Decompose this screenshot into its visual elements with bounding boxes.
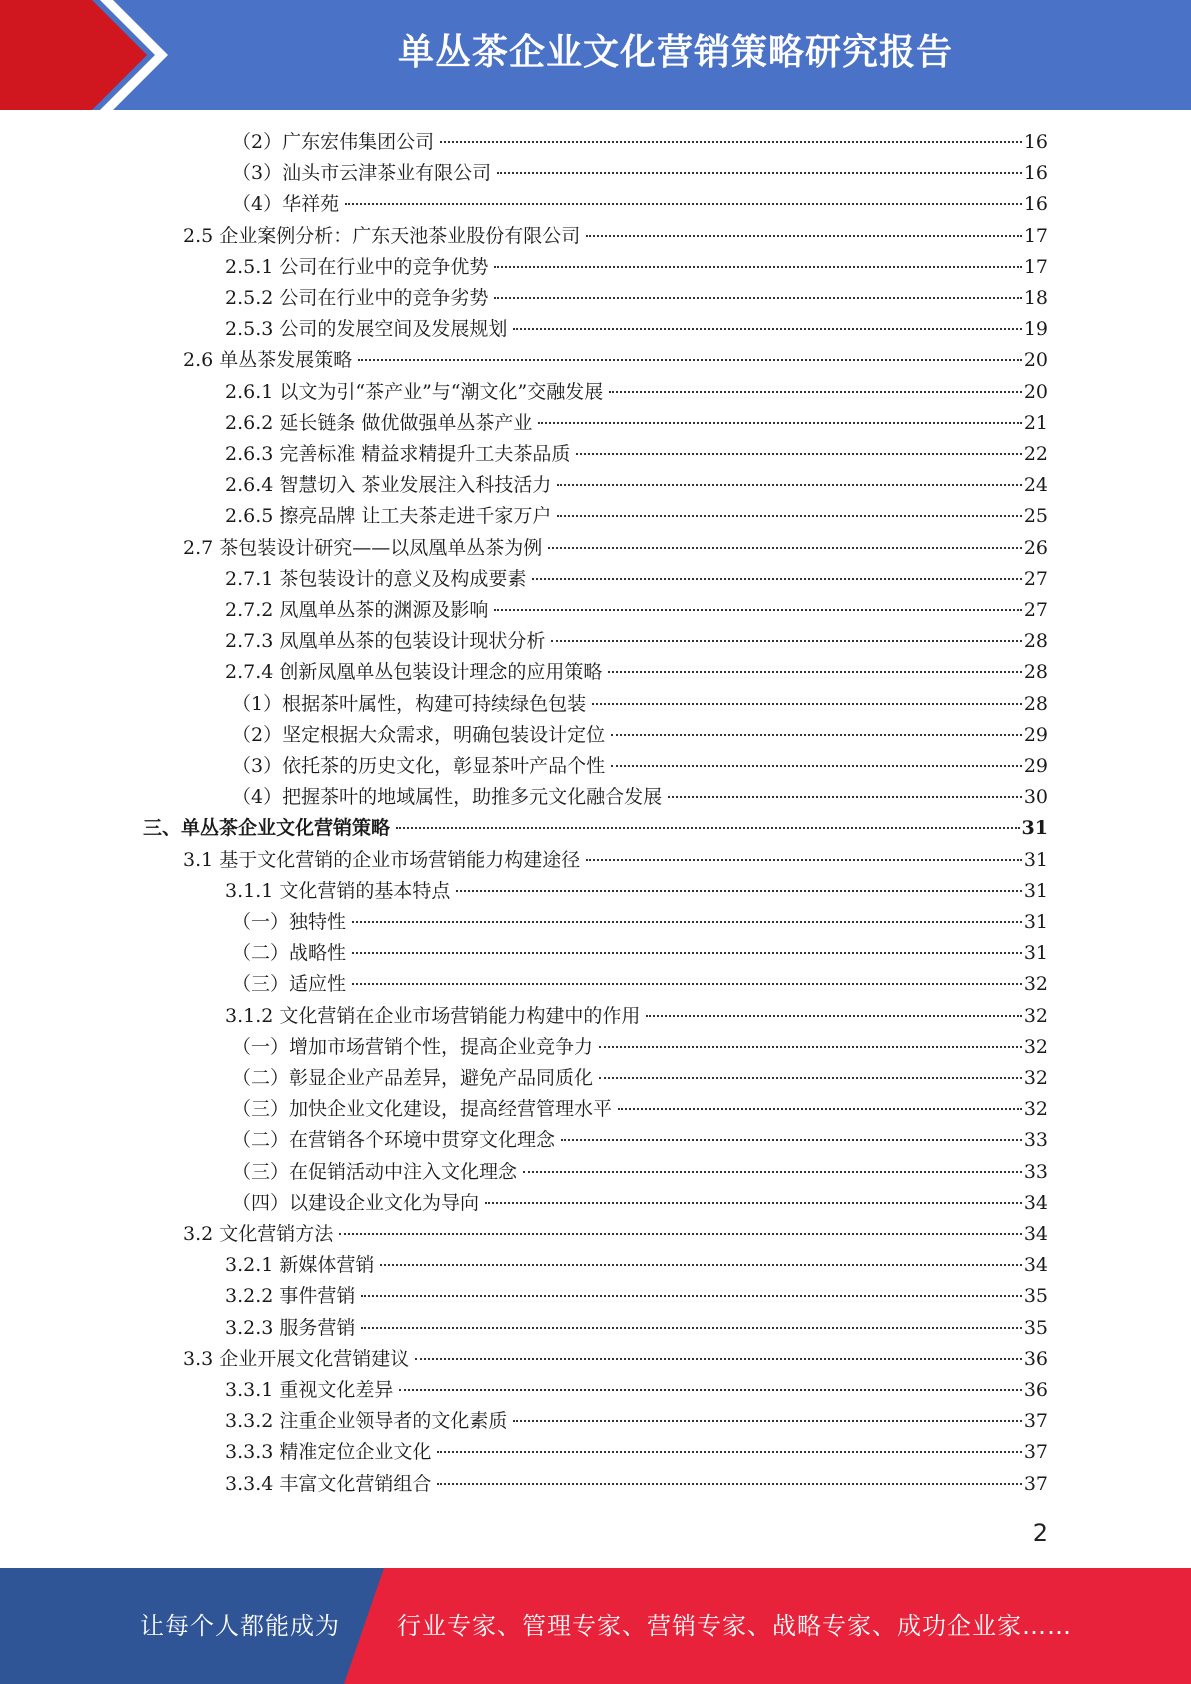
toc-entry-page: 37	[1023, 1410, 1048, 1433]
toc-entry-page: 34	[1023, 1191, 1048, 1214]
toc-entry-label: （三）在促销活动中注入文化理念	[232, 1160, 518, 1183]
toc-entry-page: 36	[1023, 1379, 1048, 1401]
toc-entry-label: 三、单丛茶企业文化营销策略	[143, 817, 391, 840]
toc-entry[interactable]	[232, 907, 1048, 937]
toc-dot-leader	[513, 328, 1021, 330]
toc-entry-label: 2.6.2 延长链条 做优做强单丛茶产业	[225, 411, 533, 434]
toc-entry-page: 17	[1023, 255, 1048, 278]
toc-entry-label: 3.3.1 重视文化差异	[225, 1379, 394, 1401]
toc-entry-page: 37	[1023, 1472, 1048, 1495]
toc-dot-leader	[586, 859, 1022, 861]
toc-entry-page: 27	[1023, 567, 1048, 590]
toc-entry-page: 29	[1023, 723, 1048, 746]
toc-dot-leader	[532, 578, 1021, 580]
toc-entry-label: 3.1 基于文化营销的企业市场营销能力构建途径	[183, 848, 581, 871]
toc-entry[interactable]	[232, 751, 1048, 781]
toc-entry-label: 2.5 企业案例分析：广东天池茶业股份有限公司	[183, 224, 581, 247]
toc-entry-page: 35	[1023, 1285, 1048, 1308]
toc-entry-label: （一）增加市场营销个性，提高企业竞争力	[232, 1035, 594, 1058]
toc-dot-leader	[437, 1451, 1021, 1453]
toc-entry-page: 20	[1023, 349, 1048, 372]
toc-entry-page: 25	[1023, 505, 1048, 528]
toc-dot-leader	[646, 1015, 1021, 1017]
toc-entry[interactable]	[225, 408, 1048, 438]
toc-entry-page: 37	[1023, 1441, 1048, 1464]
toc-entry[interactable]	[225, 1406, 1048, 1436]
toc-entry-label: 3.3 企业开展文化营销建议	[183, 1347, 410, 1370]
toc-dot-leader	[557, 515, 1021, 517]
toc-entry-label: 2.7.3 凤凰单丛茶的包装设计现状分析	[225, 630, 546, 653]
toc-entry-label: 2.6.3 完善标准 精益求精提升工夫茶品质	[225, 443, 571, 465]
toc-entry-label: 2.7.2 凤凰单丛茶的渊源及影响	[225, 599, 489, 621]
toc-entry[interactable]	[225, 501, 1048, 531]
toc-entry-page: 21	[1023, 411, 1048, 434]
toc-entry-label: 2.5.1 公司在行业中的竞争优势	[225, 255, 489, 278]
toc-entry[interactable]	[143, 813, 1048, 843]
toc-entry-label: 3.1.2 文化营销在企业市场营销能力构建中的作用	[225, 1004, 641, 1027]
toc-entry-page: 31	[1021, 817, 1048, 840]
toc-entry-label: （2）广东宏伟集团公司	[232, 131, 435, 153]
toc-entry[interactable]	[232, 127, 1048, 157]
toc-dot-leader	[561, 1139, 1022, 1141]
toc-dot-leader	[494, 266, 1021, 268]
toc-entry-label: 2.7.1 茶包装设计的意义及构成要素	[225, 567, 527, 590]
toc-dot-leader	[599, 1077, 1022, 1079]
toc-dot-leader	[586, 235, 1022, 237]
toc-dot-leader	[513, 1420, 1021, 1422]
toc-entry-page: 17	[1023, 224, 1048, 247]
toc-entry[interactable]	[225, 1281, 1048, 1311]
toc-entry-label: 2.6.4 智慧切入 茶业发展注入科技活力	[225, 474, 552, 497]
toc-dot-leader	[551, 640, 1021, 642]
toc-entry-page: 31	[1023, 848, 1048, 871]
toc-dot-leader	[608, 671, 1021, 673]
toc-dot-leader	[592, 703, 1022, 705]
toc-entry-label: 3.1.1 文化营销的基本特点	[225, 879, 451, 902]
toc-entry-label: 2.7.4 创新凤凰单丛包装设计理念的应用策略	[225, 661, 603, 684]
toc-entry-page: 16	[1023, 131, 1048, 153]
page-header	[0, 0, 1191, 110]
toc-dot-leader	[668, 796, 1022, 798]
toc-entry-page: 18	[1023, 287, 1048, 309]
toc-entry-page: 30	[1023, 786, 1048, 809]
toc-entry[interactable]	[232, 782, 1048, 812]
toc-entry-label: 3.2 文化营销方法	[183, 1223, 334, 1245]
toc-entry-label: （1）根据茶叶属性，构建可持续绿色包装	[232, 692, 587, 715]
toc-dot-leader	[576, 453, 1021, 455]
toc-entry[interactable]	[225, 377, 1048, 407]
toc-dot-leader	[599, 1046, 1022, 1048]
toc-entry-label: （三）适应性	[232, 973, 347, 996]
toc-entry-page: 32	[1023, 1098, 1048, 1121]
toc-entry-page: 33	[1023, 1160, 1048, 1183]
toc-dot-leader	[618, 1108, 1022, 1110]
toc-entry-label: 2.6.5 擦亮品牌 让工夫茶走进千家万户	[225, 505, 552, 528]
toc-dot-leader	[485, 1202, 1022, 1204]
toc-dot-leader	[456, 890, 1021, 892]
toc-entry[interactable]	[232, 1063, 1048, 1093]
footer-slogan-left: 让每个人都能成为	[140, 1612, 340, 1640]
toc-entry-page: 29	[1023, 755, 1048, 777]
toc-entry[interactable]	[225, 1313, 1048, 1343]
toc-entry[interactable]	[232, 1094, 1048, 1124]
toc-entry-label: （四）以建设企业文化为导向	[232, 1191, 480, 1214]
toc-entry-page: 31	[1023, 879, 1048, 902]
toc-dot-leader	[352, 921, 1022, 923]
toc-dot-leader	[440, 141, 1022, 143]
toc-entry-page: 19	[1023, 318, 1048, 341]
toc-entry[interactable]	[225, 1250, 1048, 1280]
toc-dot-leader	[352, 983, 1022, 985]
toc-entry-page: 32	[1023, 973, 1048, 996]
toc-dot-leader	[538, 422, 1021, 424]
footer-slogan-right: 行业专家、管理专家、营销专家、战略专家、成功企业家……	[397, 1612, 1072, 1640]
toc-dot-leader	[358, 359, 1022, 361]
toc-dot-leader	[437, 1483, 1021, 1485]
toc-entry-page: 36	[1023, 1347, 1048, 1370]
toc-dot-leader	[339, 1233, 1022, 1235]
toc-entry-page: 34	[1023, 1254, 1048, 1277]
toc-dot-leader	[611, 734, 1022, 736]
page-number: 2	[1032, 1519, 1048, 1547]
toc-dot-leader	[494, 609, 1021, 611]
toc-entry-page: 31	[1023, 911, 1048, 933]
toc-entry[interactable]	[225, 1469, 1048, 1499]
toc-entry-page: 16	[1023, 193, 1048, 216]
toc-dot-leader	[609, 391, 1022, 393]
toc-entry[interactable]	[232, 1188, 1048, 1218]
toc-dot-leader	[396, 827, 1020, 829]
toc-entry[interactable]	[225, 470, 1048, 500]
toc-entry[interactable]	[183, 1219, 1048, 1249]
toc-entry[interactable]	[183, 533, 1048, 563]
toc-entry[interactable]	[225, 595, 1048, 625]
toc-entry[interactable]	[232, 689, 1048, 719]
toc-entry[interactable]	[225, 1001, 1048, 1031]
toc-entry[interactable]	[232, 1032, 1048, 1062]
report-title: 单丛茶企业文化营销策略研究报告	[397, 32, 953, 73]
toc-entry[interactable]	[232, 158, 1048, 188]
toc-entry[interactable]	[225, 252, 1048, 282]
toc-dot-leader	[494, 297, 1021, 299]
toc-entry-label: 3.2.1 新媒体营销	[225, 1254, 375, 1277]
toc-entry[interactable]	[232, 189, 1048, 219]
toc-entry[interactable]	[225, 876, 1048, 906]
toc-dot-leader	[361, 1295, 1021, 1297]
toc-entry[interactable]	[225, 283, 1048, 313]
toc-entry-label: 2.5.3 公司的发展空间及发展规划	[225, 318, 508, 341]
toc-entry-label: 2.6.1 以文为引“茶产业”与“潮文化”交融发展	[225, 380, 604, 403]
toc-entry[interactable]	[232, 969, 1048, 999]
toc-entry[interactable]	[225, 1437, 1048, 1467]
toc-entry[interactable]	[183, 845, 1048, 875]
toc-dot-leader	[523, 1171, 1022, 1173]
toc-entry-page: 28	[1023, 692, 1048, 715]
toc-dot-leader	[497, 172, 1022, 174]
toc-entry-label: 2.5.2 公司在行业中的竞争劣势	[225, 287, 489, 309]
toc-entry-page: 33	[1023, 1129, 1048, 1152]
toc-entry-page: 22	[1023, 443, 1048, 465]
toc-entry[interactable]	[183, 345, 1048, 375]
toc-entry-label: 2.7 茶包装设计研究——以凤凰单丛茶为例	[183, 536, 543, 559]
toc-entry[interactable]	[183, 221, 1048, 251]
toc-entry-page: 27	[1023, 599, 1048, 621]
toc-entry-label: （4）把握茶叶的地域属性，助推多元文化融合发展	[232, 786, 663, 809]
toc-entry-label: （一）独特性	[232, 911, 347, 933]
toc-entry-label: 3.3.4 丰富文化营销组合	[225, 1472, 432, 1495]
toc-entry[interactable]	[225, 657, 1048, 687]
toc-entry-label: 2.6 单丛茶发展策略	[183, 349, 353, 372]
toc-entry-label: （2）坚定根据大众需求，明确包装设计定位	[232, 723, 606, 746]
toc-entry-label: （三）加快企业文化建设，提高经营管理水平	[232, 1098, 613, 1121]
toc-entry[interactable]	[225, 626, 1048, 656]
toc-entry-page: 20	[1023, 380, 1048, 403]
toc-entry-page: 28	[1023, 630, 1048, 653]
toc-dot-leader	[352, 952, 1022, 954]
toc-entry-page: 35	[1023, 1316, 1048, 1339]
page-footer	[0, 1568, 1191, 1684]
toc-entry[interactable]	[232, 1157, 1048, 1187]
toc-dot-leader	[611, 765, 1022, 767]
toc-entry[interactable]	[232, 938, 1048, 968]
toc-entry-label: （3）依托茶的历史文化，彰显茶叶产品个性	[232, 755, 606, 777]
toc-entry-label: 3.2.3 服务营销	[225, 1316, 356, 1339]
toc-entry[interactable]	[183, 1344, 1048, 1374]
toc-entry-label: 3.3.3 精准定位企业文化	[225, 1441, 432, 1464]
toc-dot-leader	[361, 1327, 1021, 1329]
toc-dot-leader	[399, 1389, 1021, 1391]
toc-entry-label: （二）战略性	[232, 942, 347, 965]
toc-entry-label: （4）华祥苑	[232, 193, 340, 216]
toc-dot-leader	[380, 1264, 1021, 1266]
toc-entry[interactable]	[232, 720, 1048, 750]
toc-entry-page: 31	[1023, 942, 1048, 965]
toc-entry-label: 3.3.2 注重企业领导者的文化素质	[225, 1410, 508, 1433]
toc-entry[interactable]	[232, 1125, 1048, 1155]
toc-entry[interactable]	[225, 564, 1048, 594]
toc-entry-label: （二）在营销各个环境中贯穿文化理念	[232, 1129, 556, 1152]
toc-dot-leader	[345, 203, 1022, 205]
toc-entry-label: 3.2.2 事件营销	[225, 1285, 356, 1308]
toc-entry[interactable]	[225, 1375, 1048, 1405]
toc-entry-label: （3）汕头市云津茶业有限公司	[232, 162, 492, 185]
toc-entry-page: 32	[1023, 1004, 1048, 1027]
toc-dot-leader	[548, 547, 1022, 549]
toc-entry-page: 32	[1023, 1035, 1048, 1058]
toc-entry-page: 16	[1023, 162, 1048, 185]
toc-dot-leader	[415, 1358, 1022, 1360]
toc-entry-page: 26	[1023, 536, 1048, 559]
toc-entry[interactable]	[225, 439, 1048, 469]
toc-entry-page: 34	[1023, 1223, 1048, 1245]
toc-dot-leader	[557, 484, 1021, 486]
toc-entry[interactable]	[225, 314, 1048, 344]
toc-entry-page: 24	[1023, 474, 1048, 497]
toc-entry-page: 28	[1023, 661, 1048, 684]
toc-entry-label: （二）彰显企业产品差异，避免产品同质化	[232, 1067, 594, 1089]
toc-entry-page: 32	[1023, 1067, 1048, 1089]
